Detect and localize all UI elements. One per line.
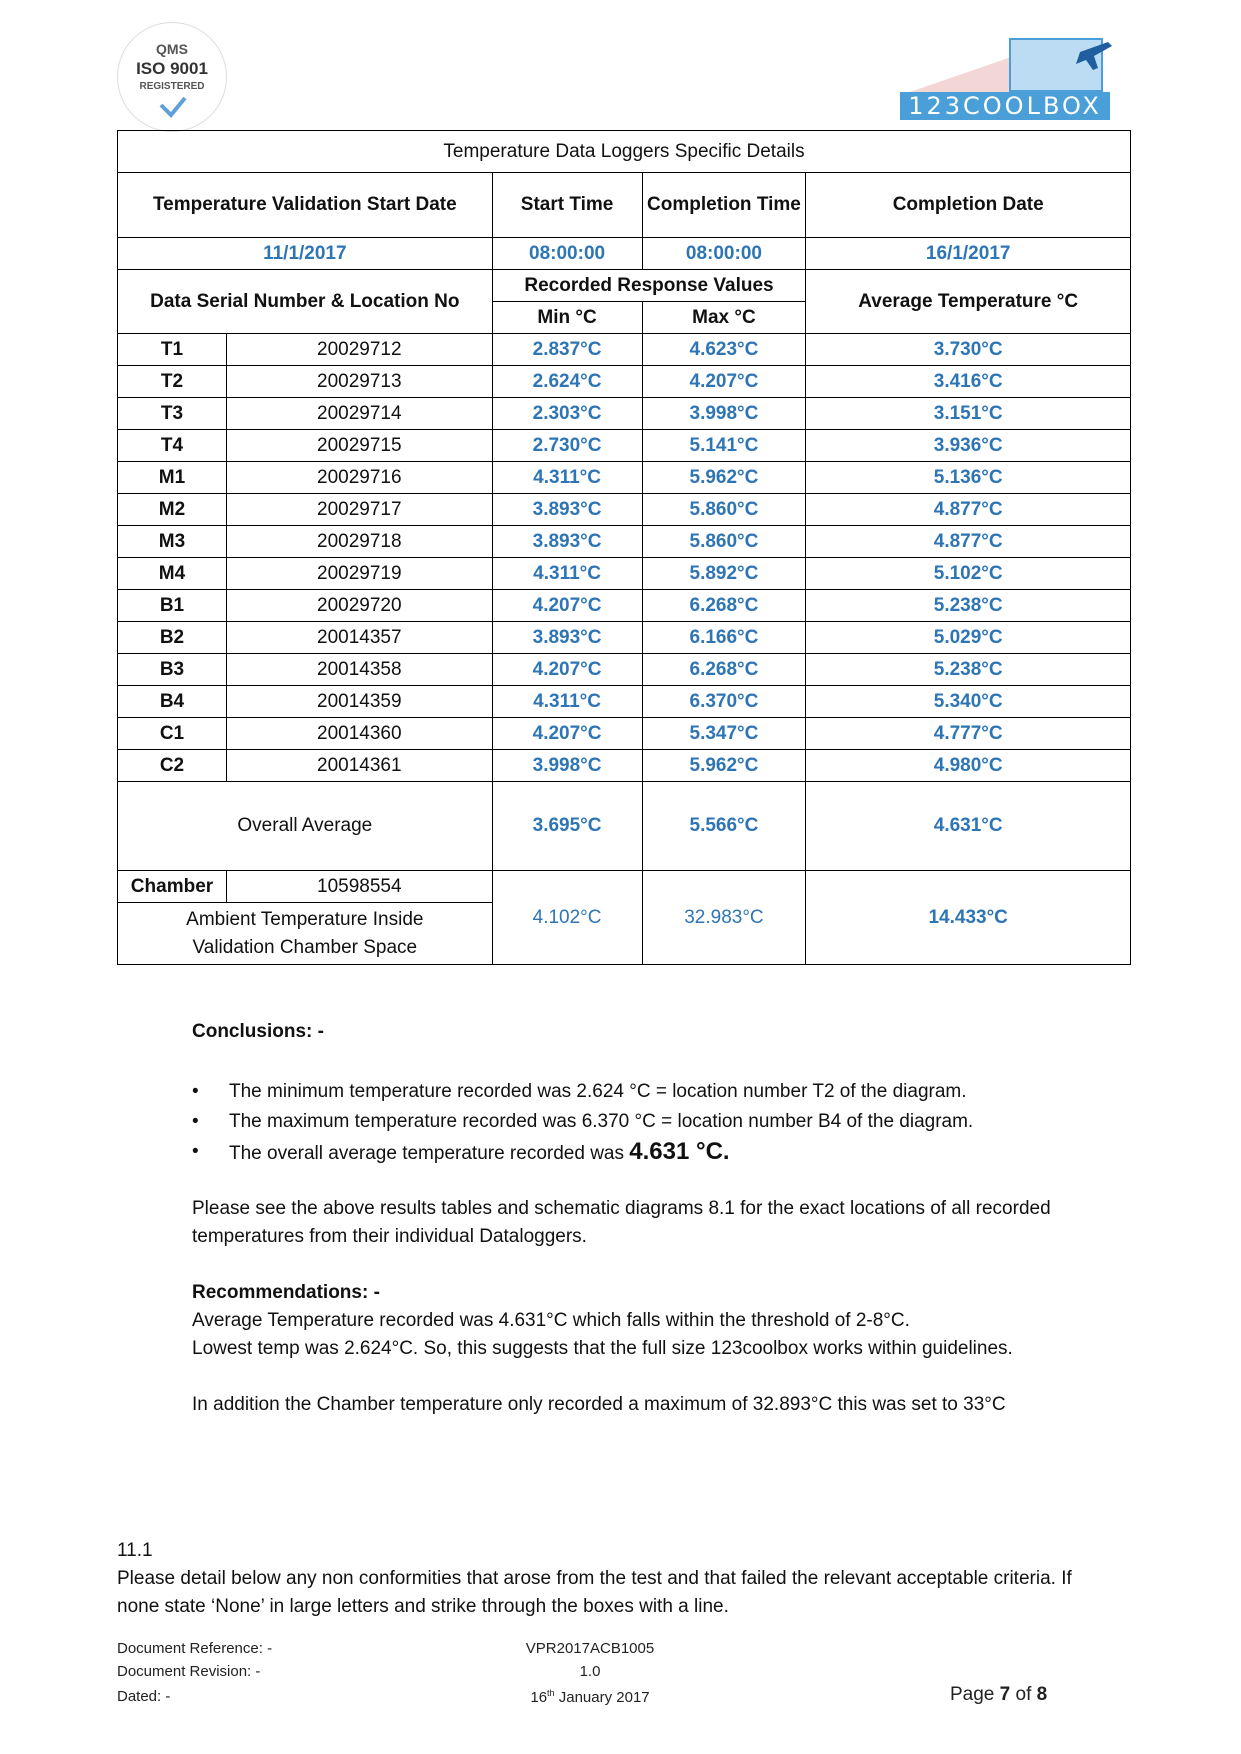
location-cell: T1 <box>118 334 227 366</box>
location-cell: B3 <box>118 654 227 686</box>
min-cell: 2.303°C <box>492 398 642 430</box>
avg-cell: 5.029°C <box>806 622 1131 654</box>
serial-cell: 20014360 <box>226 718 492 750</box>
doc-revision-value: 1.0 <box>579 1663 601 1680</box>
conclusions-list <box>192 1077 973 1169</box>
location-cell: M1 <box>118 462 227 494</box>
max-cell: 4.207°C <box>642 366 806 398</box>
chamber-max: 32.983°C <box>642 871 806 965</box>
page-number: Page 7 of 8 <box>950 1684 1048 1705</box>
avg-cell: 4.877°C <box>806 494 1131 526</box>
avg-cell: 5.238°C <box>806 654 1131 686</box>
max-cell: 3.998°C <box>642 398 806 430</box>
location-cell: M4 <box>118 558 227 590</box>
max-cell: 5.860°C <box>642 494 806 526</box>
recommendations-heading: Recommendations: - <box>192 1282 380 1303</box>
header-max: Max °C <box>642 302 806 334</box>
min-cell: 4.311°C <box>492 686 642 718</box>
section-text: Please detail below any non conformities that arose from the test and that failed the relevant acceptable criteria. If none state ‘None’ in large letters and strike through the boxes with a line. <box>117 1568 1072 1617</box>
avg-cell: 3.936°C <box>806 430 1131 462</box>
iso-registered-text: REGISTERED <box>139 81 205 92</box>
max-cell: 6.268°C <box>642 654 806 686</box>
table-row <box>118 718 1131 750</box>
min-cell: 2.730°C <box>492 430 642 462</box>
min-cell: 4.207°C <box>492 590 642 622</box>
location-cell: B2 <box>118 622 227 654</box>
header-recorded-values: Recorded Response Values <box>492 270 806 302</box>
table-row <box>118 526 1131 558</box>
min-cell: 4.207°C <box>492 654 642 686</box>
min-cell: 3.893°C <box>492 494 642 526</box>
min-cell: 2.624°C <box>492 366 642 398</box>
avg-cell: 3.416°C <box>806 366 1131 398</box>
list-item <box>192 1137 973 1169</box>
brand-name: 123COOLBOX <box>900 92 1110 120</box>
location-cell: T3 <box>118 398 227 430</box>
start-time-value: 08:00:00 <box>492 238 642 270</box>
min-cell: 4.311°C <box>492 558 642 590</box>
avg-cell: 5.102°C <box>806 558 1131 590</box>
serial-cell: 20029715 <box>226 430 492 462</box>
serial-cell: 20029720 <box>226 590 492 622</box>
min-cell: 3.893°C <box>492 526 642 558</box>
max-cell: 6.370°C <box>642 686 806 718</box>
location-cell: B4 <box>118 686 227 718</box>
ambient-temp-label: Ambient Temperature Inside Validation Chamber Space <box>118 903 493 965</box>
max-cell: 5.962°C <box>642 462 806 494</box>
max-cell: 5.347°C <box>642 718 806 750</box>
location-cell: C2 <box>118 750 227 782</box>
serial-cell: 20029712 <box>226 334 492 366</box>
overall-avg: 4.631°C <box>806 782 1131 871</box>
dated-value: 16th January 2017 <box>530 1688 650 1706</box>
max-cell: 5.860°C <box>642 526 806 558</box>
serial-cell: 20029716 <box>226 462 492 494</box>
overall-min: 3.695°C <box>492 782 642 871</box>
recommendations-line-3: In addition the Chamber temperature only recorded a maximum of 32.893°C this was set to 33°C <box>192 1394 1006 1415</box>
serial-cell: 20029714 <box>226 398 492 430</box>
serial-cell: 20029718 <box>226 526 492 558</box>
header-start-time: Start Time <box>492 173 642 238</box>
recommendations-line-2: Lowest temp was 2.624°C. So, this suggests that the full size 123coolbox works within guidelines. <box>192 1338 1013 1359</box>
doc-reference-value: VPR2017ACB1005 <box>525 1640 655 1657</box>
header-completion-date: Completion Date <box>806 173 1131 238</box>
min-cell: 4.207°C <box>492 718 642 750</box>
section-number: 11.1 <box>117 1540 153 1561</box>
iso-qms-text: QMS <box>156 41 188 57</box>
table-row <box>118 686 1131 718</box>
min-cell: 3.998°C <box>492 750 642 782</box>
serial-cell: 20014358 <box>226 654 492 686</box>
avg-cell: 5.238°C <box>806 590 1131 622</box>
avg-cell: 5.340°C <box>806 686 1131 718</box>
chamber-min: 4.102°C <box>492 871 642 965</box>
recommendations-line-1: Average Temperature recorded was 4.631°C which falls within the threshold of 2-8°C. <box>192 1310 910 1331</box>
min-cell: 4.311°C <box>492 462 642 494</box>
location-cell: M3 <box>118 526 227 558</box>
max-cell: 6.268°C <box>642 590 806 622</box>
location-cell: B1 <box>118 590 227 622</box>
table-row <box>118 430 1131 462</box>
chamber-serial: 10598554 <box>226 871 492 903</box>
avg-cell: 5.136°C <box>806 462 1131 494</box>
conclusions-heading: Conclusions: - <box>192 1021 324 1042</box>
location-cell: T2 <box>118 366 227 398</box>
table-row <box>118 654 1131 686</box>
airplane-box-icon <box>880 34 1120 94</box>
table-row <box>118 366 1131 398</box>
table-row <box>118 590 1131 622</box>
table-row <box>118 750 1131 782</box>
avg-cell: 4.777°C <box>806 718 1131 750</box>
table-row <box>118 334 1131 366</box>
avg-cell: 3.151°C <box>806 398 1131 430</box>
header-average-temp: Average Temperature °C <box>806 270 1131 334</box>
123coolbox-logo <box>880 34 1120 122</box>
serial-cell: 20029719 <box>226 558 492 590</box>
checkmark-icon <box>158 95 188 119</box>
serial-cell: 20029713 <box>226 366 492 398</box>
max-cell: 4.623°C <box>642 334 806 366</box>
max-cell: 5.892°C <box>642 558 806 590</box>
table-title: Temperature Data Loggers Specific Details <box>118 131 1131 173</box>
iso-9001-logo <box>117 22 227 132</box>
start-date-value: 11/1/2017 <box>118 238 493 270</box>
table-row <box>118 622 1131 654</box>
table-row <box>118 558 1131 590</box>
header-start-date: Temperature Validation Start Date <box>118 173 493 238</box>
serial-cell: 20014361 <box>226 750 492 782</box>
table-row <box>118 462 1131 494</box>
location-cell: T4 <box>118 430 227 462</box>
max-cell: 5.141°C <box>642 430 806 462</box>
header-completion-time: Completion Time <box>642 173 806 238</box>
location-cell: M2 <box>118 494 227 526</box>
iso-9001-text: ISO 9001 <box>136 59 208 78</box>
list-item: • The minimum temperature recorded was 2.624 °C = location number T2 of the diagram. <box>192 1077 973 1107</box>
min-cell: 3.893°C <box>492 622 642 654</box>
max-cell: 6.166°C <box>642 622 806 654</box>
overall-average-label: Overall Average <box>118 782 493 871</box>
avg-cell: 4.980°C <box>806 750 1131 782</box>
avg-cell: 4.877°C <box>806 526 1131 558</box>
doc-reference-label: Document Reference: - <box>117 1640 273 1657</box>
serial-cell: 20014359 <box>226 686 492 718</box>
chamber-label: Chamber <box>118 871 227 903</box>
overall-max: 5.566°C <box>642 782 806 871</box>
dated-label: Dated: - <box>117 1688 171 1705</box>
min-cell: 2.837°C <box>492 334 642 366</box>
completion-time-value: 08:00:00 <box>642 238 806 270</box>
header-min: Min °C <box>492 302 642 334</box>
conclusions-paragraph: Please see the above results tables and schematic diagrams 8.1 for the exact locations of all recorded temperatures from their individual Dataloggers. <box>192 1198 1051 1247</box>
table-row <box>118 494 1131 526</box>
temperature-table <box>117 130 1131 965</box>
serial-cell: 20014357 <box>226 622 492 654</box>
overall-average-highlight: 4.631 °C. <box>629 1138 730 1165</box>
doc-revision-label: Document Revision: - <box>117 1663 261 1680</box>
list-item: • The maximum temperature recorded was 6.370 °C = location number B4 of the diagram. <box>192 1107 973 1137</box>
table-row <box>118 398 1131 430</box>
header-serial-location: Data Serial Number & Location No <box>118 270 493 334</box>
location-cell: C1 <box>118 718 227 750</box>
serial-cell: 20029717 <box>226 494 492 526</box>
table-data-rows <box>118 334 1131 782</box>
avg-cell: 3.730°C <box>806 334 1131 366</box>
bullet-text: The overall average temperature recorded was <box>229 1143 630 1164</box>
max-cell: 5.962°C <box>642 750 806 782</box>
completion-date-value: 16/1/2017 <box>806 238 1131 270</box>
chamber-avg: 14.433°C <box>806 871 1131 965</box>
